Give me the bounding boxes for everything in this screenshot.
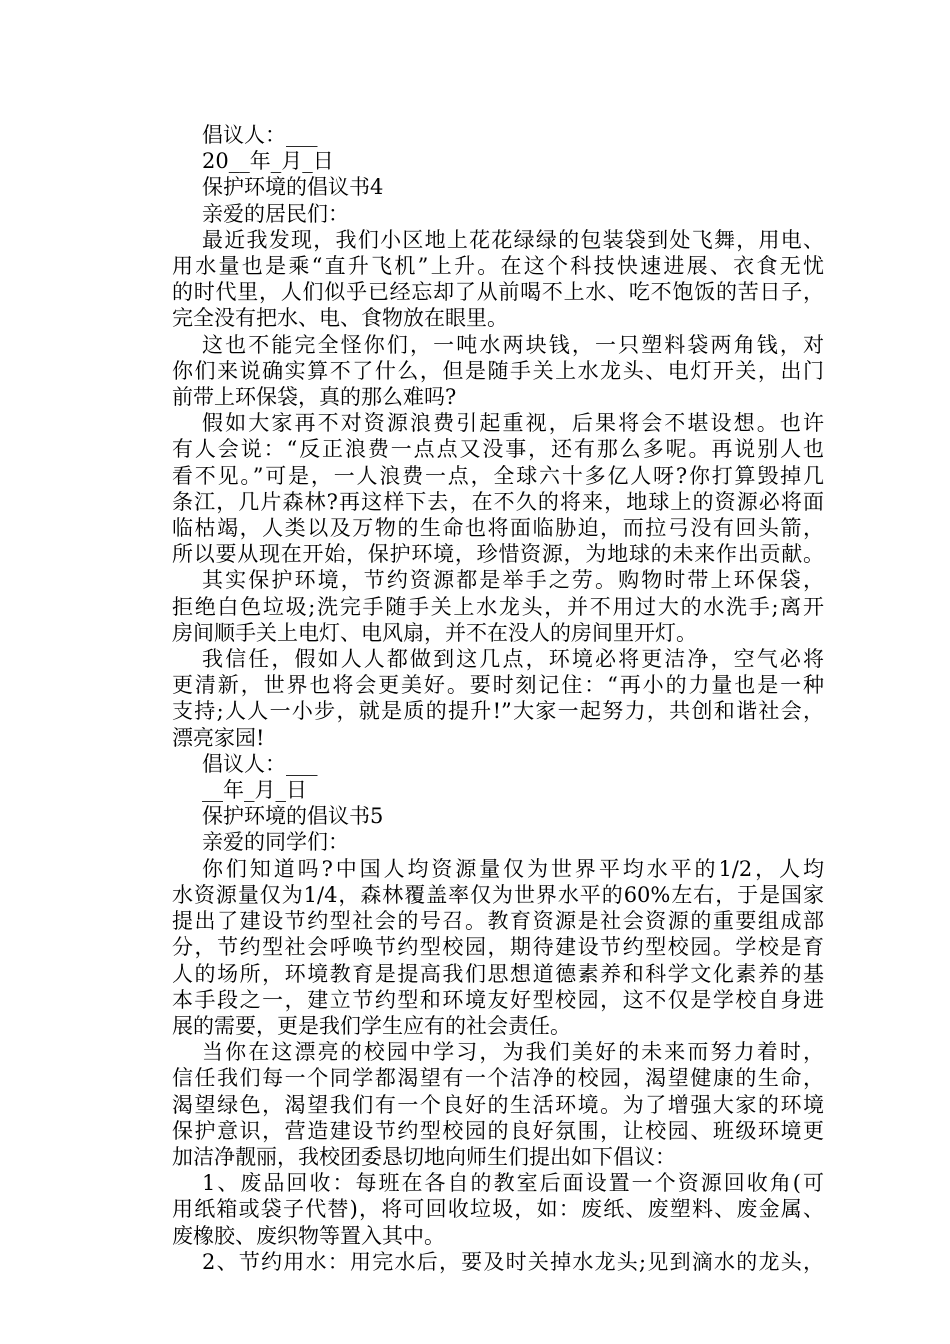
text-line: 其实保护环境，节约资源都是举手之劳。购物时带上环保袋，: [202, 568, 824, 593]
text-line: 假如大家再不对资源浪费引起重视，后果将会不堪设想。也许: [202, 411, 824, 436]
text-line: 更清新，世界也将会更美好。要时刻记住：“再小的力量也是一种: [172, 673, 824, 698]
text-line: 亲爱的同学们：: [202, 830, 349, 855]
text-line: 你们来说确实算不了什么，但是随手关上水龙头、电灯开关，出门: [172, 358, 824, 383]
text-line: 最近我发现，我们小区地上花花绿绿的包装袋到处飞舞，用电、: [202, 227, 824, 252]
text-line: 20__年_月_日: [202, 149, 334, 174]
text-line: 当你在这漂亮的校园中学习，为我们美好的未来而努力着时，: [202, 1040, 824, 1065]
text-line: 临枯竭，人类以及万物的生命也将面临胁迫，而拉弓没有回头箭，: [172, 516, 824, 541]
text-line: 有人会说：“反正浪费一点点又没事，还有那么多呢。再说别人也: [172, 437, 824, 462]
text-line: 提出了建设节约型社会的号召。教育资源是社会资源的重要组成部: [172, 909, 824, 934]
text-line: 信任我们每一个同学都渴望有一个洁净的校园，渴望健康的生命，: [172, 1066, 824, 1091]
text-line: 2、节约用水：用完水后，要及时关掉水龙头;见到滴水的龙头，: [202, 1249, 824, 1274]
text-line: 的时代里，人们似乎已经忘却了从前喝不上水、吃不饱饭的苦日子，: [172, 280, 824, 305]
text-line: 加洁净靓丽，我校团委恳切地向师生们提出如下倡议：: [172, 1144, 676, 1169]
text-line: 支持;人人一小步，就是质的提升!”大家一起努力，共创和谐社会，: [172, 699, 824, 724]
text-line: 渴望绿色，渴望我们有一个良好的生活环境。为了增强大家的环境: [172, 1092, 824, 1117]
text-line: 废橡胶、废织物等置入其中。: [172, 1223, 445, 1248]
text-line: 前带上环保袋，真的那么难吗?: [172, 385, 457, 410]
text-line: 亲爱的居民们：: [202, 201, 349, 226]
text-line: 你们知道吗?中国人均资源量仅为世界平均水平的1/2，人均: [202, 856, 824, 881]
text-line: 漂亮家园!: [172, 725, 265, 750]
text-line: 拒绝白色垃圾;洗完手随手关上水龙头，并不用过大的水洗手;离开: [172, 594, 824, 619]
text-line: 倡议人：___: [202, 123, 318, 147]
text-line: 条江，几片森林?再这样下去，在不久的将来，地球上的资源必将面: [172, 489, 824, 514]
text-line: 展的需要，更是我们学生应有的社会责任。: [172, 1013, 571, 1038]
text-line: __年_月_日: [202, 778, 307, 803]
text-line: 倡议人：___: [202, 751, 318, 776]
text-line: 用纸箱或袋子代替)，将可回收垃圾，如：废纸、废塑料、废金属、: [172, 1197, 824, 1222]
text-line: 完全没有把水、电、食物放在眼里。: [172, 306, 508, 331]
text-line: 保护环境的倡议书5: [202, 804, 384, 829]
document-body: [172, 122, 824, 1275]
text-line: 看不见。”可是，一人浪费一点，全球六十多亿人呀?你打算毁掉几: [172, 463, 824, 488]
text-line: 人的场所，环境教育是提高我们思想道德素养和科学文化素养的基: [172, 961, 824, 986]
text-line: 这也不能完全怪你们，一吨水两块钱，一只塑料袋两角钱，对: [202, 332, 824, 357]
text-line: 用水量也是乘“直升飞机”上升。在这个科技快速进展、衣食无忧: [172, 254, 824, 279]
text-line: 保护意识，营造建设节约型校园的良好氛围，让校园、班级环境更: [172, 1118, 824, 1143]
text-line: 所以要从现在开始，保护环境，珍惜资源，为地球的未来作出贡献。: [172, 542, 824, 567]
text-line: 房间顺手关上电灯、电风扇，并不在没人的房间里开灯。: [172, 620, 697, 645]
text-line: 1、废品回收：每班在各自的教室后面设置一个资源回收角(可: [202, 1171, 824, 1196]
text-line: 水资源量仅为1/4，森林覆盖率仅为世界水平的60%左右，于是国家: [172, 882, 824, 907]
text-line: 我信任，假如人人都做到这几点，环境必将更洁净，空气必将: [202, 647, 824, 672]
text-line: 分，节约型社会呼唤节约型校园，期待建设节约型校园。学校是育: [172, 935, 824, 960]
text-line: 保护环境的倡议书4: [202, 175, 384, 200]
text-line: 本手段之一，建立节约型和环境友好型校园，这不仅是学校自身进: [172, 987, 824, 1012]
